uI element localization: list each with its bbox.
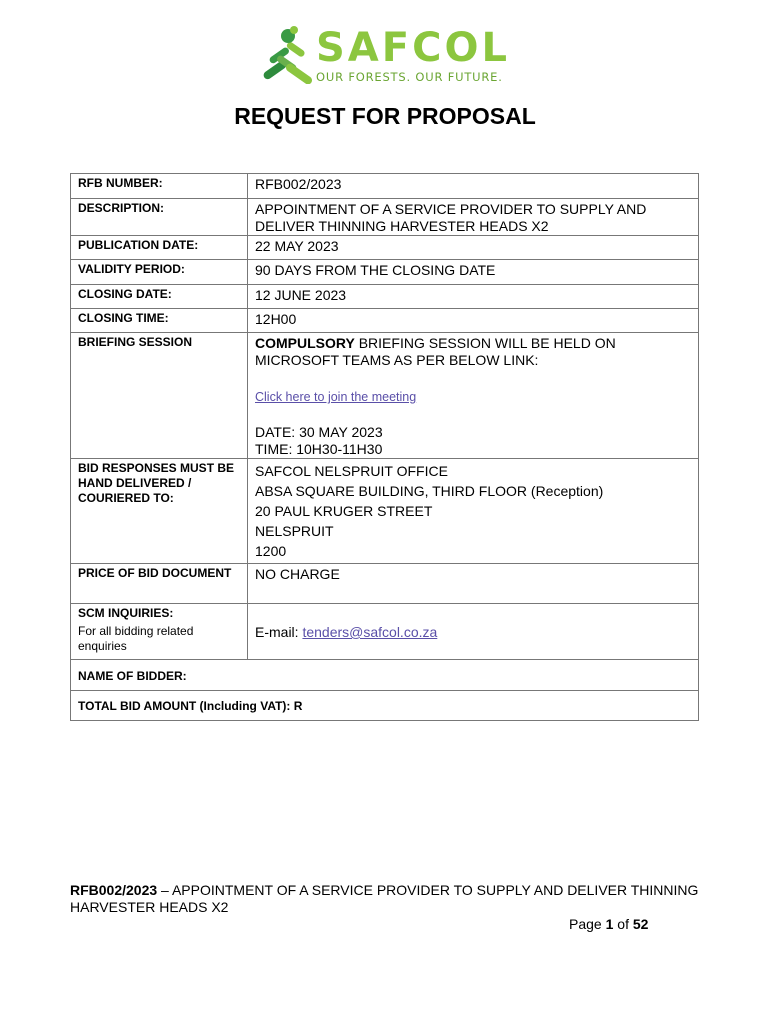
join-meeting-link[interactable]: Click here to join the meeting: [255, 390, 417, 404]
table-row: [71, 660, 699, 691]
closing-date-value: 12 JUNE 2023: [248, 285, 699, 309]
publication-date-value: 22 MAY 2023: [248, 236, 699, 260]
closing-date-label: CLOSING DATE:: [71, 285, 248, 309]
delivery-line: ABSA SQUARE BUILDING, THIRD FLOOR (Reception): [255, 483, 604, 499]
briefing-time: TIME: 10H30-11H30: [255, 441, 383, 457]
page-title: REQUEST FOR PROPOSAL: [234, 103, 536, 129]
tree-icon: [258, 22, 318, 84]
table-row: [71, 333, 699, 459]
table-row: [71, 564, 699, 604]
table-row: [71, 260, 699, 285]
table-row: [71, 199, 699, 236]
scm-inquiries-sublabel: For all bidding related enquiries: [78, 624, 194, 653]
validity-period-value: 90 DAYS FROM THE CLOSING DATE: [248, 260, 699, 285]
table-row: [71, 459, 699, 564]
logo-wordmark: SAFCOL: [316, 25, 510, 71]
page-total: 52: [632, 916, 649, 932]
table-row: [71, 236, 699, 260]
name-of-bidder-label: NAME OF BIDDER:: [71, 660, 699, 691]
scm-email-cell: [248, 604, 699, 660]
safcol-logo: [258, 22, 518, 88]
briefing-session-label: BRIEFING SESSION: [71, 333, 248, 459]
logo-tagline: OUR FORESTS. OUR FUTURE.: [316, 70, 503, 84]
scm-inquiries-label: SCM INQUIRIES:: [78, 606, 174, 620]
email-prefix: E-mail:: [255, 624, 303, 640]
email-link[interactable]: tenders@safcol.co.za: [302, 624, 438, 640]
rfb-number-label: RFB NUMBER:: [71, 174, 248, 199]
table-row: [71, 309, 699, 333]
page-prefix: Page: [569, 916, 606, 932]
delivery-line: 1200: [255, 543, 287, 559]
rfp-details-table: [70, 173, 699, 721]
closing-time-value: 12H00: [248, 309, 699, 333]
table-row: [71, 285, 699, 309]
table-row: [71, 691, 699, 721]
compulsory-text: COMPULSORY: [255, 335, 355, 351]
rfb-number-value: RFB002/2023: [248, 174, 699, 199]
publication-date-label: PUBLICATION DATE:: [71, 236, 248, 260]
footer-text: – APPOINTMENT OF A SERVICE PROVIDER TO SUPPLY AND DELIVER THINNING HARVESTER HEADS X2: [70, 882, 699, 915]
briefing-text: BRIEFING SESSION WILL BE HELD ON MICROSOFT TEAMS AS PER BELOW LINK:: [255, 335, 616, 368]
table-row: [71, 604, 699, 660]
price-label: PRICE OF BID DOCUMENT: [71, 564, 248, 604]
briefing-date: DATE: 30 MAY 2023: [255, 424, 383, 440]
briefing-session-value: [248, 333, 699, 459]
delivery-line: NELSPRUIT: [255, 523, 334, 539]
page-number: [569, 916, 648, 933]
delivery-line: SAFCOL NELSPRUIT OFFICE: [255, 463, 448, 479]
page-current: 1: [605, 916, 614, 932]
validity-period-label: VALIDITY PERIOD:: [71, 260, 248, 285]
page-of: of: [613, 916, 633, 932]
total-bid-amount-label: TOTAL BID AMOUNT (Including VAT): R: [71, 691, 699, 721]
delivery-line: 20 PAUL KRUGER STREET: [255, 503, 433, 519]
delivery-address: [248, 459, 699, 564]
document-footer: [70, 882, 700, 916]
scm-inquiries-cell: [71, 604, 248, 660]
description-label: DESCRIPTION:: [71, 199, 248, 236]
closing-time-label: CLOSING TIME:: [71, 309, 248, 333]
description-value: APPOINTMENT OF A SERVICE PROVIDER TO SUPPLY AND DELIVER THINNING HARVESTER HEADS X2: [248, 199, 699, 236]
table-row: [71, 174, 699, 199]
footer-ref: RFB002/2023: [70, 882, 158, 898]
price-value: NO CHARGE: [248, 564, 699, 604]
delivery-label: BID RESPONSES MUST BE HAND DELIVERED / COURIERED TO:: [71, 459, 248, 564]
